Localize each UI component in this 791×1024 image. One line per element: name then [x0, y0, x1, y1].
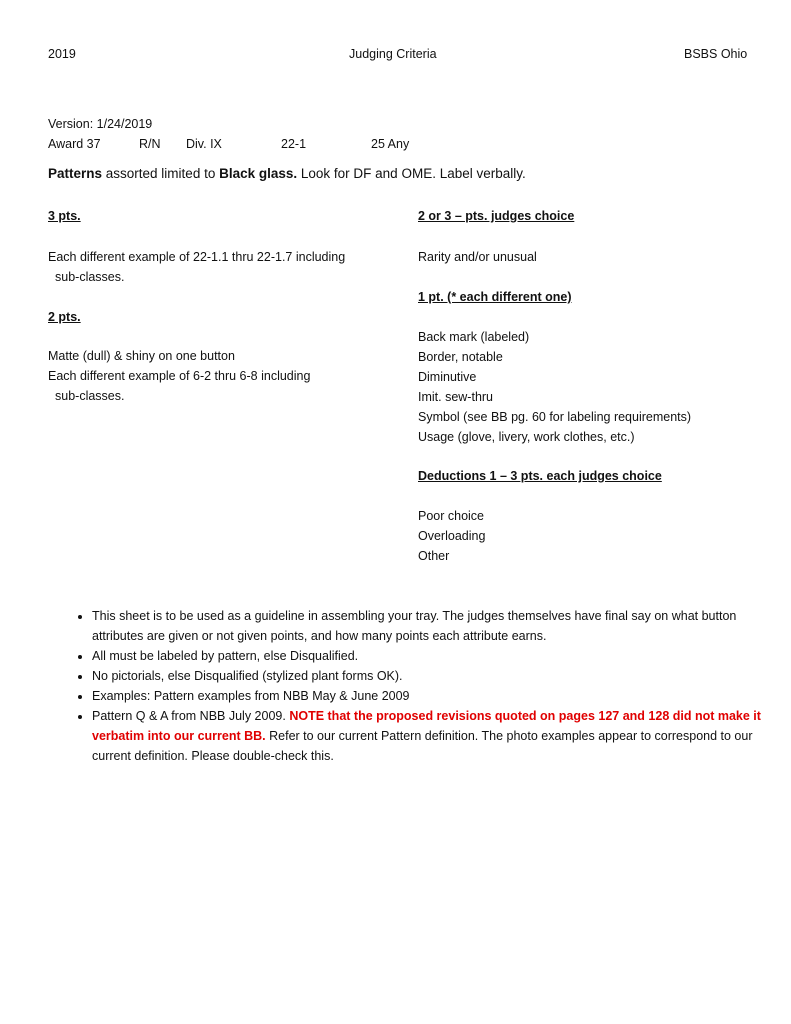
intro-lead: Patterns: [48, 166, 103, 181]
two-pts-item: Matte (dull) & shiny on one button: [48, 349, 235, 363]
one-pt-item: Imit. sew-thru: [418, 390, 494, 404]
award-count: 25 Any: [371, 137, 410, 151]
header-org: BSBS Ohio: [684, 47, 748, 61]
note-item: • No pictorials, else Disqualified (stylized plant forms OK).: [92, 666, 782, 686]
deduction-item: Poor choice: [418, 509, 485, 523]
note5-text-cont: Refer to our current Pattern definition. The photo examples appear to correspond to our current definition. Please double-check this.: [92, 729, 753, 763]
note5-text: Pattern Q & A from NBB July 2009.: [92, 709, 290, 723]
notes-list: [48, 606, 782, 766]
two-pts-item: Each different example of 6-2 thru 6-8 including: [48, 369, 311, 383]
two-pts-item-cont: sub-classes.: [55, 389, 125, 403]
award-division: Div. IX: [186, 137, 222, 151]
note-item: [92, 706, 782, 766]
one-pt-item: Back mark (labeled): [418, 330, 530, 344]
award-number: Award 37: [48, 137, 101, 151]
heading-deductions: Deductions 1 – 3 pts. each judges choice: [418, 469, 662, 483]
rarity-line: Rarity and/or unusual: [418, 250, 537, 264]
header-year: 2019: [48, 47, 76, 61]
deduction-item: Other: [418, 549, 450, 563]
intro-paragraph: [48, 164, 526, 184]
note-item: • All must be labeled by pattern, else Disqualified.: [92, 646, 782, 666]
three-pts-line2: sub-classes.: [55, 270, 125, 284]
note-item: • This sheet is to be used as a guideline in assembling your tray. The judges themselves have final say on what button attributes are given or not given points, and how many points each attribute earns.: [92, 606, 782, 646]
header-title: Judging Criteria: [349, 47, 437, 61]
heading-2-or-3-pts: 2 or 3 – pts. judges choice: [418, 209, 575, 223]
three-pts-line1: Each different example of 22-1.1 thru 22-1.7 including: [48, 250, 346, 264]
one-pt-item: Symbol (see BB pg. 60 for labeling requirements): [418, 410, 692, 424]
heading-1-pt: 1 pt. (* each different one): [418, 290, 572, 304]
one-pt-item: Diminutive: [418, 370, 477, 384]
one-pt-item: Border, notable: [418, 350, 503, 364]
version-line: Version: 1/24/2019: [48, 117, 153, 131]
heading-3-pts: 3 pts.: [48, 209, 81, 223]
award-class: 22-1: [281, 137, 307, 151]
award-rn: R/N: [139, 137, 161, 151]
one-pt-item: Usage (glove, livery, work clothes, etc.): [418, 430, 635, 444]
deduction-item: Overloading: [418, 529, 486, 543]
intro-tail: Look for DF and OME. Label verbally.: [297, 166, 526, 181]
note5-red-warning: NOTE that the proposed revisions quoted on pages 127 and 128 did not make it verbatim into our current BB.: [92, 709, 761, 743]
note-item: • Examples: Pattern examples from NBB May & June 2009: [92, 686, 782, 706]
intro-bold: Black glass.: [219, 166, 298, 181]
heading-2-pts: 2 pts.: [48, 310, 81, 324]
intro-mid: assorted limited to: [102, 166, 220, 181]
